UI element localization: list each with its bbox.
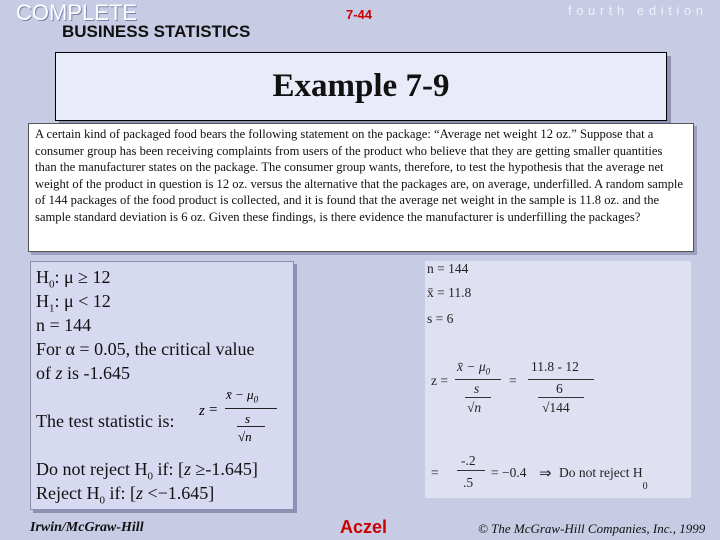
title-box <box>55 52 667 121</box>
problem-statement: A certain kind of packaged food bears the following statement on the package: “Average net weight 12 oz.” Suppose that a consumer group has been receiving complaints from users of the product who believe that they are getting smaller quantities than the manufacturer states on the package. The consumer group wants, therefore, to test the hypothesis that the average net weight of the product in question is 12 oz. versus the alternative that the packages are, on average, underfilled. A random sample of 144 packages of the food product is collected, and it is found that the average net weight in the sample is 11.8 oz. and the sample standard deviation is 6 oz. Given these findings, is there evidence the manufacturer is underfilling the packages? <box>35 127 684 224</box>
calc-n: n = 144 <box>427 261 469 276</box>
calc-num3: -.2 <box>461 453 476 468</box>
calc-z-label: z = <box>431 373 448 388</box>
slide-title: Example 7-9 <box>272 68 450 104</box>
calc-den3: .5 <box>463 475 474 490</box>
calc-xbar: x̄ = 11.8 <box>427 285 472 300</box>
do-not-reject-rule: Do not reject $H_0$ if: [z ≥-1.645] <box>36 459 258 483</box>
footer-copyright: © The McGraw-Hill Companies, Inc., 1999 <box>478 521 706 536</box>
calc-formula-n: √n <box>467 400 482 415</box>
calc-denominator-n: √144 <box>542 400 570 415</box>
header-edition: fourth edition <box>568 3 708 18</box>
problem-box <box>28 123 694 252</box>
solution-box <box>30 261 294 510</box>
footer-publisher: Irwin/McGraw-Hill <box>30 520 144 535</box>
calculation-panel <box>425 261 691 498</box>
calc-denominator-s: 6 <box>556 381 563 396</box>
calc-eq3: = <box>431 465 439 480</box>
page-number: 7-44 <box>346 7 373 22</box>
critical-value-line: of z is -1.645 <box>36 363 131 383</box>
calc-numerator-values: 11.8 - 12 <box>531 359 579 374</box>
test-statistic-label: The test statistic is: <box>36 411 175 431</box>
reject-rule: Reject $H_0$ if: [z <−1.645] <box>36 483 215 507</box>
null-hypothesis: $H_0$: μ ≥ 12 <box>36 267 111 291</box>
calc-formula-s: s <box>474 381 480 396</box>
calc-formula-num: x̄ − $\mu_0$ <box>457 359 491 377</box>
sample-size: n = 144 <box>36 315 92 335</box>
alt-hypothesis: $H_1$: μ < 12 <box>36 291 111 315</box>
calc-eq2: = <box>509 373 517 388</box>
z-formula: z = x̄ − $\mu_0$ s √n <box>199 385 291 453</box>
footer-author: Aczel <box>340 517 388 537</box>
header-complete: COMPLETE <box>16 0 138 25</box>
formula-numerator: x̄ − $\mu_0$ <box>226 387 259 405</box>
alpha-line: For α = 0.05, the critical value <box>36 339 255 359</box>
implies-arrow-icon: ⇒ <box>539 466 552 482</box>
header-subject: BUSINESS STATISTICS <box>62 22 251 41</box>
calc-result: = −0.4 <box>491 465 527 480</box>
calc-s: s = 6 <box>427 311 454 326</box>
calc-conclusion: Do not reject $H_0$ <box>559 465 648 492</box>
